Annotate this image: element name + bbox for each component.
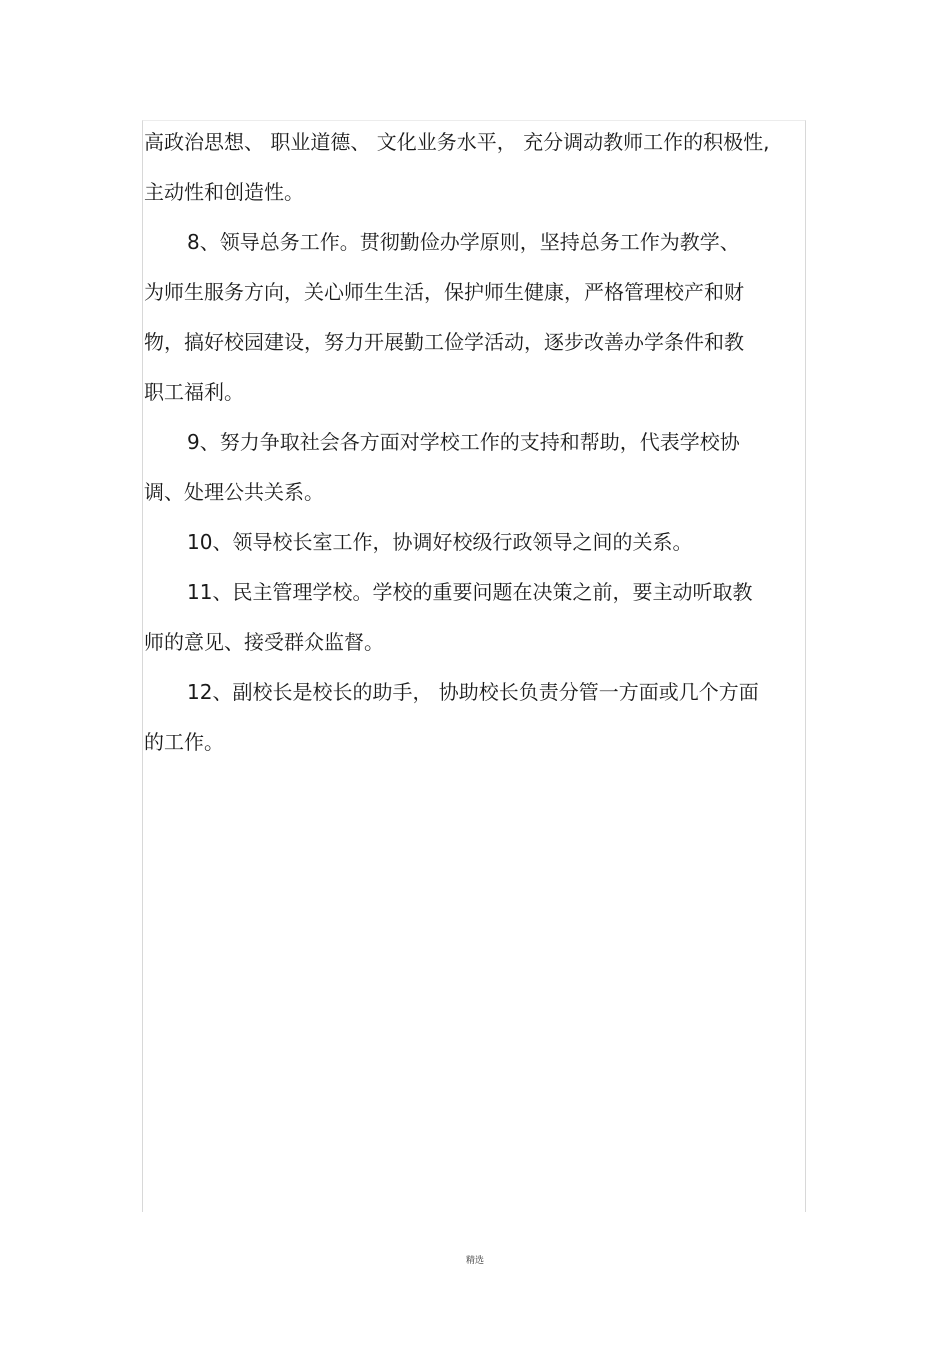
text-line: 职工福利。: [144, 380, 244, 404]
paragraph-11-start: 11、民主管理学校。学校的重要问题在决策之前，要主动听取教: [187, 580, 753, 604]
paragraph-9-start: 9、努力争取社会各方面对学校工作的支持和帮助，代表学校协: [187, 430, 740, 454]
text-line: 主动性和创造性。: [144, 180, 304, 204]
paragraph-8-start: 8、领导总务工作。贯彻勤俭办学原则，坚持总务工作为教学、: [187, 230, 740, 254]
text-line: 调、处理公共关系。: [144, 480, 324, 504]
paragraph-10-start: 10、领导校长室工作，协调好校级行政领导之间的关系。: [187, 530, 693, 554]
text-line: 物，搞好校园建设，努力开展勤工俭学活动，逐步改善办学条件和教: [144, 330, 744, 354]
footer-label: 精选: [465, 1256, 484, 1266]
text-line: 为师生服务方向，关心师生生活，保护师生健康，严格管理校产和财: [144, 280, 744, 304]
text-line: 的工作。: [144, 730, 224, 754]
text-line: 高政治思想、 职业道德、 文化业务水平， 充分调动教师工作的积极性,: [144, 130, 770, 154]
paragraph-12-start: 12、副校长是校长的助手， 协助校长负责分管一方面或几个方面: [187, 680, 759, 704]
text-line: 师的意见、接受群众监督。: [144, 630, 384, 654]
